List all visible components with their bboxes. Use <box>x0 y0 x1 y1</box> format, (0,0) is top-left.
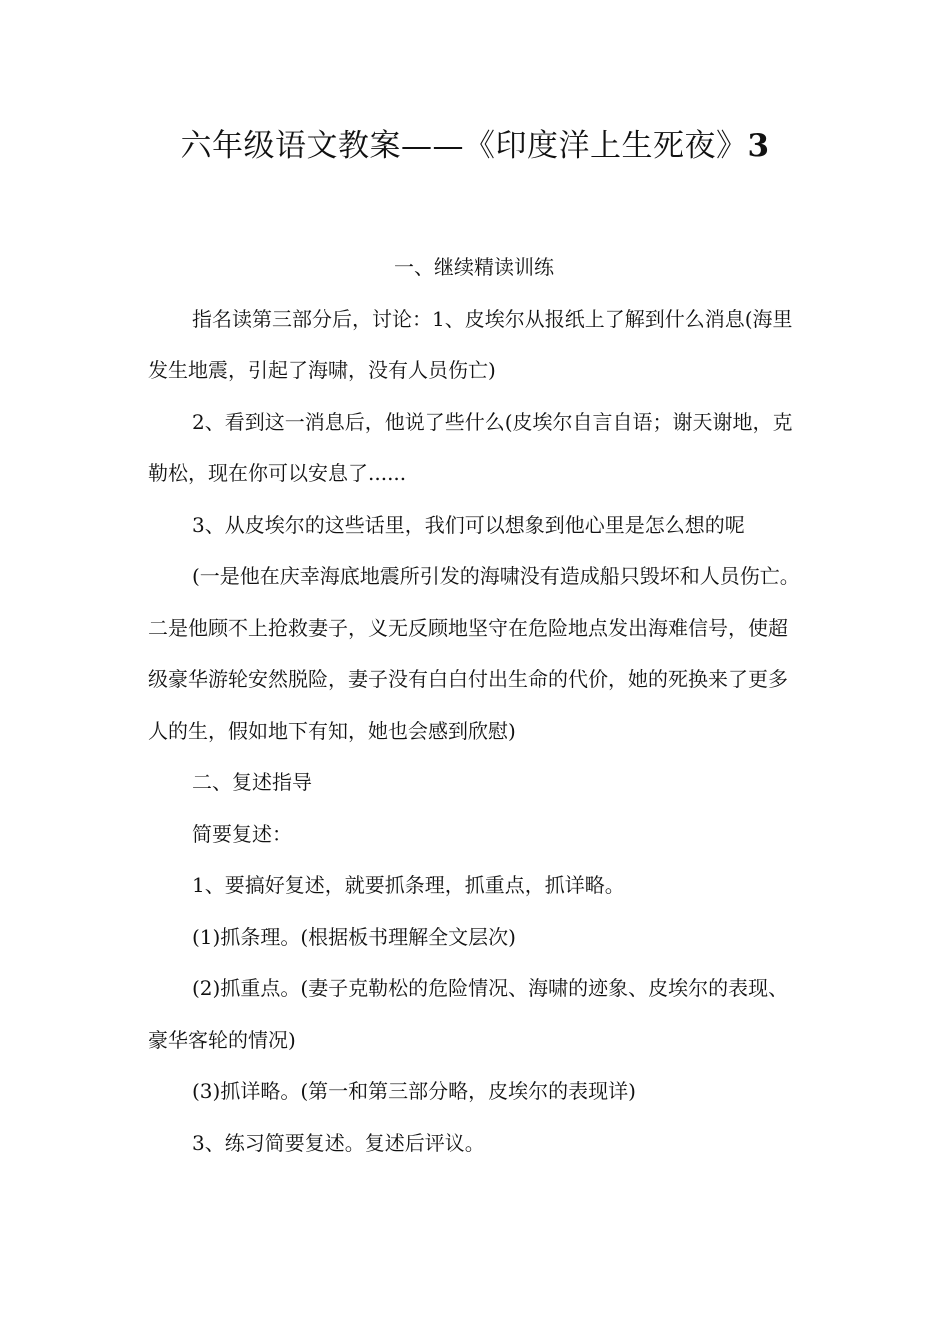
paragraph: 3、练习简要复述。复述后评议。 <box>192 1130 485 1155</box>
paragraph: 1、要搞好复述，就要抓条理，抓重点，抓详略。 <box>192 873 625 897</box>
page-title <box>0 122 950 170</box>
paragraph: (2)抓重点。(妻子克勒松的危险情况、海啸的迹象、皮埃尔的表现、豪华客轮的情况) <box>148 976 789 1052</box>
section-heading-2: 二、复述指导 <box>192 770 312 794</box>
paragraph: (3)抓详略。(第一和第三部分略，皮埃尔的表现详) <box>192 1079 636 1103</box>
paragraph: 3、从皮埃尔的这些话里，我们可以想象到他心里是怎么想的呢 <box>192 512 745 537</box>
paragraph: 指名读第三部分后，讨论：1、皮埃尔从报纸上了解到什么消息(海里发生地震，引起了海啸，没有人员伤亡) <box>148 306 793 382</box>
paragraph: (一是他在庆幸海底地震所引发的海啸没有造成船只毁坏和人员伤亡。二是他顾不上抢救妻子，义无反顾地坚守在危险地点发出海难信号，使超级豪华游轮安然脱险，妻子没有白白付出生命的代价，她的死换来了更多人的生，假如地下有知，她也会感到欣慰) <box>148 564 800 743</box>
paragraph: 2、看到这一消息后，他说了些什么(皮埃尔自言自语；谢天谢地，克勒松，现在你可以安息了...... <box>148 409 793 485</box>
document-body <box>148 242 800 1169</box>
title-number: 3 <box>747 128 770 164</box>
paragraph: 简要复述： <box>192 821 292 846</box>
title-text: 六年级语文教案——《印度洋上生死夜》 <box>180 128 748 164</box>
section-heading-1: 一、继续精读训练 <box>394 255 554 279</box>
paragraph: (1)抓条理。(根据板书理解全文层次) <box>192 924 516 949</box>
